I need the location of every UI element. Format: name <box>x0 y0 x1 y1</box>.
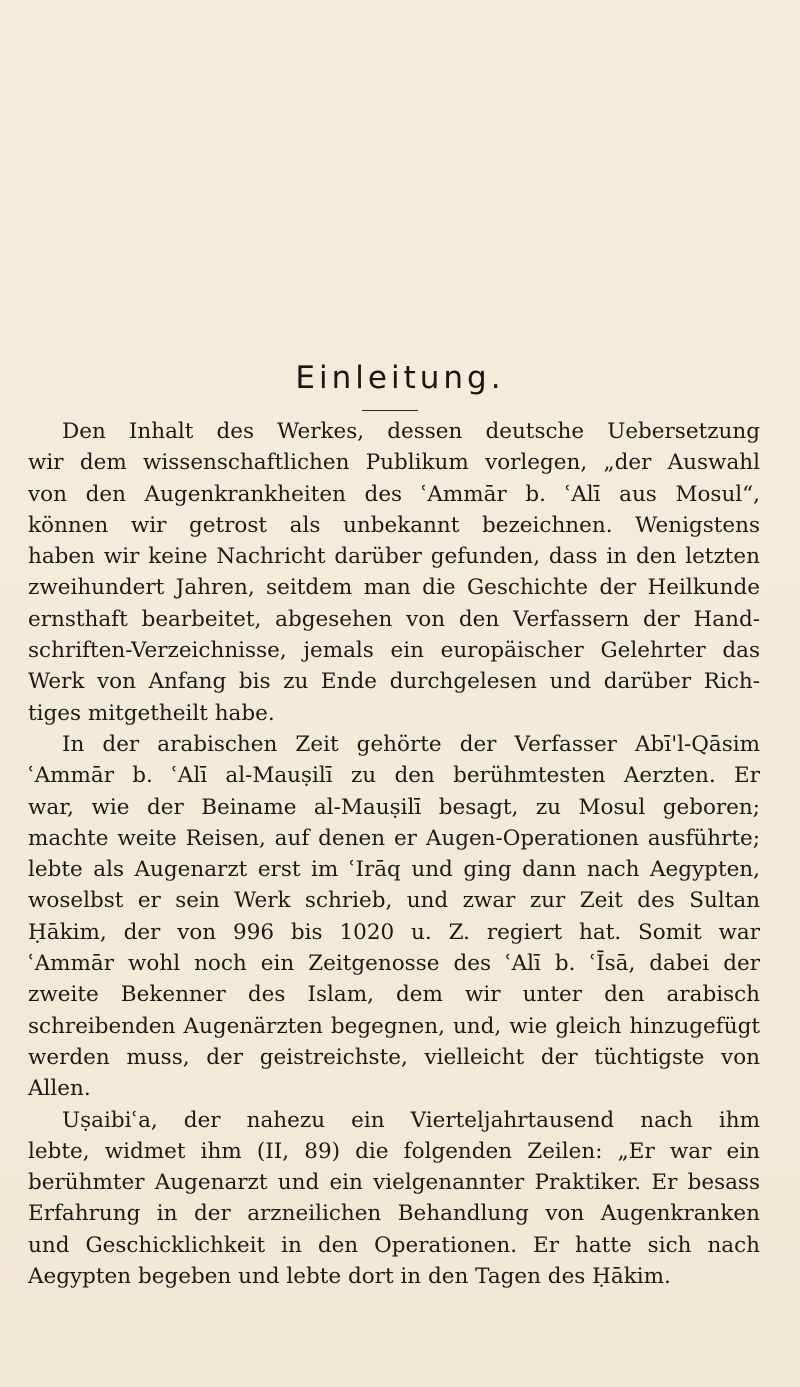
text-line: werden muss, der geistreichste, vielleicht der tüchtigste von <box>28 1044 760 1070</box>
paragraph-3 <box>28 1105 760 1293</box>
text-line: wir dem wissenschaftlichen Publikum vorlegen, „der Auswahl <box>28 450 760 476</box>
text-line: Werk von Anfang bis zu Ende durchgelesen und darüber Rich- <box>28 669 760 695</box>
text-line: von den Augenkrankheiten des ʿAmmār b. ʿAlī aus Mosul“, <box>28 481 760 507</box>
text-line: war, wie der Beiname al-Mauṣilī besagt, zu Mosul geboren; <box>28 794 760 820</box>
text-line: haben wir keine Nachricht darüber gefunden, dass in den letzten <box>28 544 760 570</box>
text-line: lebte als Augenarzt erst im ʿIrāq und ging dann nach Aegypten, <box>28 857 760 883</box>
chapter-heading: Einleitung. <box>295 360 505 396</box>
text-line: schriften-Verzeichnisse, jemals ein europäischer Gelehrter das <box>28 638 760 664</box>
text-line: woselbst er sein Werk schrieb, und zwar zur Zeit des Sultan <box>28 888 760 914</box>
text-line: Allen. <box>28 1076 91 1102</box>
text-line: ernsthaft bearbeitet, abgesehen von den Verfassern der Hand- <box>28 606 760 632</box>
text-line: Uṣaibiʿa, der nahezu ein Vierteljahrtausend nach ihm <box>62 1107 760 1133</box>
text-line: schreibenden Augenärzten begegnen, und, wie gleich hinzugefügt <box>28 1013 760 1039</box>
text-line: Ḥākim, der von 996 bis 1020 u. Z. regiert hat. Somit war <box>28 919 760 945</box>
text-line: lebte, widmet ihm (II, 89) die folgenden Zeilen: „Er war ein <box>28 1138 760 1164</box>
text-line: können wir getrost als unbekannt bezeichnen. Wenigstens <box>28 512 760 538</box>
text-line: Erfahrung in der arzneilichen Behandlung von Augenkranken <box>28 1201 760 1227</box>
text-line: Aegypten begeben und lebte dort in den Tagen des Ḥākim. <box>28 1264 671 1290</box>
text-line: tiges mitgetheilt habe. <box>28 700 275 726</box>
text-line: Den Inhalt des Werkes, dessen deutsche Uebersetzung <box>62 419 760 444</box>
text-line: machte weite Reisen, auf denen er Augen-Operationen ausführte; <box>28 825 760 851</box>
text-line: ʿAmmār b. ʿAlī al-Mauṣilī zu den berühmtesten Aerzten. Er <box>28 763 760 789</box>
heading-rule <box>362 410 418 411</box>
text-line: zweihundert Jahren, seitdem man die Geschichte der Heilkunde <box>28 575 760 601</box>
text-line: zweite Bekenner des Islam, dem wir unter den arabisch <box>28 982 760 1008</box>
paragraph-1 <box>28 416 760 729</box>
text-line: In der arabischen Zeit gehörte der Verfasser Abī'l-Qāsim <box>62 731 760 757</box>
paragraph-2 <box>28 729 760 1105</box>
text-line: berühmter Augenarzt und ein vielgenannter Praktiker. Er besass <box>28 1170 760 1196</box>
text-line: ʿAmmār wohl noch ein Zeitgenosse des ʿAlī b. ʿĪsā, dabei der <box>28 951 760 977</box>
text-line: und Geschicklichkeit in den Operationen. Er hatte sich nach <box>28 1232 760 1258</box>
body-text <box>28 416 760 1292</box>
